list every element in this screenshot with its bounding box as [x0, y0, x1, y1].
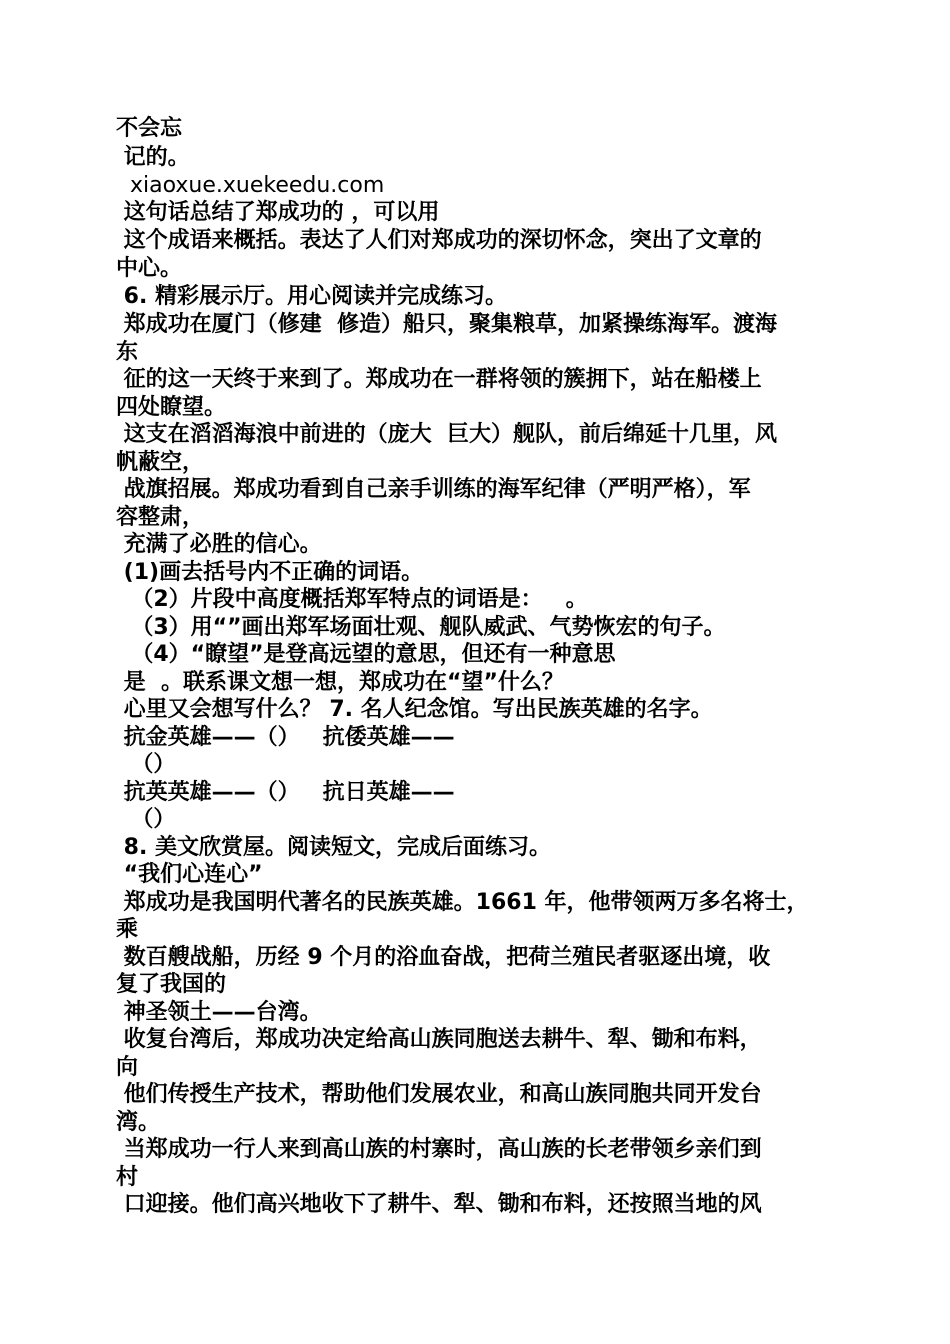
text-line: 向	[116, 1055, 139, 1080]
question-item: （2）片段中高度概括郑军特点的词语是： 。	[116, 587, 588, 612]
hero-blank-line: （）	[116, 752, 176, 777]
text-line: 充满了必胜的信心。	[116, 532, 322, 557]
text-line: 是 。联系课文想一想，郑成功在“望”什么？	[116, 670, 564, 695]
text-line: 湾。	[116, 1110, 161, 1135]
text-line: 他们传授生产技术，帮助他们发展农业，和高山族同胞共同开发台	[116, 1082, 762, 1107]
hero-blank-line: 抗英英雄——（） 抗日英雄——	[116, 780, 455, 805]
question-item: (1)画去括号内不正确的词语。	[116, 560, 424, 585]
text-line: 容整肃，	[116, 505, 205, 530]
text-line: 这支在滔滔海浪中前进的（庞大 巨大）舰队，前后绵延十几里，风	[116, 422, 777, 447]
text-line: 帆蔽空，	[116, 450, 205, 475]
text-line: 郑成功在厦门（修建 修造）船只，聚集粮草，加紧操练海军。渡海	[116, 312, 777, 337]
section-heading: 6. 精彩展示厅。用心阅读并完成练习。	[116, 284, 507, 309]
text-line: 收复台湾后，郑成功决定给高山族同胞送去耕牛、犁、锄和布料，	[116, 1027, 762, 1052]
article-title: “我们心连心”	[116, 862, 263, 887]
text-line: 心里又会想写什么？ 7. 名人纪念馆。写出民族英雄的名字。	[116, 697, 713, 722]
text-line: 郑成功是我国明代著名的民族英雄。1661 年，他带领两万多名将士，	[116, 890, 809, 915]
text-line: 战旗招展。郑成功看到自己亲手训练的海军纪律（严明严格），军	[116, 477, 751, 502]
text-line: 四处瞭望。	[116, 395, 227, 420]
hero-blank-line: （）	[116, 807, 176, 832]
text-line: 村	[116, 1165, 139, 1190]
text-line: 当郑成功一行人来到高山族的村寨时，高山族的长老带领乡亲们到	[116, 1137, 762, 1162]
hero-blank-line: 抗金英雄——（） 抗倭英雄——	[116, 725, 455, 750]
section-heading: 8. 美文欣赏屋。阅读短文，完成后面练习。	[116, 835, 551, 860]
text-line: 中心。	[116, 256, 183, 281]
text-line: 不会忘	[116, 116, 183, 141]
text-line: 口迎接。他们高兴地收下了耕牛、犁、锄和布料，还按照当地的风	[116, 1192, 762, 1217]
text-line: 征的这一天终于来到了。郑成功在一群将领的簇拥下，站在船楼上	[116, 367, 762, 392]
text-line: 记的。	[116, 145, 190, 170]
text-line: 神圣领土——台湾。	[116, 1000, 322, 1025]
website-url: xiaoxue.xuekeedu.com	[116, 173, 385, 198]
text-line: 这句话总结了郑成功的 ，可以用	[116, 200, 440, 225]
question-item: （4）“瞭望”是登高远望的意思，但还有一种意思	[116, 642, 616, 667]
text-line: 乘	[116, 917, 139, 942]
text-line: 这个成语来概括。表达了人们对郑成功的深切怀念，突出了文章的	[116, 228, 762, 253]
text-line: 东	[116, 340, 139, 365]
text-line: 数百艘战船，历经 9 个月的浴血奋战，把荷兰殖民者驱逐出境，收	[116, 945, 771, 970]
text-line: 复了我国的	[116, 972, 227, 997]
question-item: （3）用“”画出郑军场面壮观、舰队威武、气势恢宏的句子。	[116, 615, 726, 640]
